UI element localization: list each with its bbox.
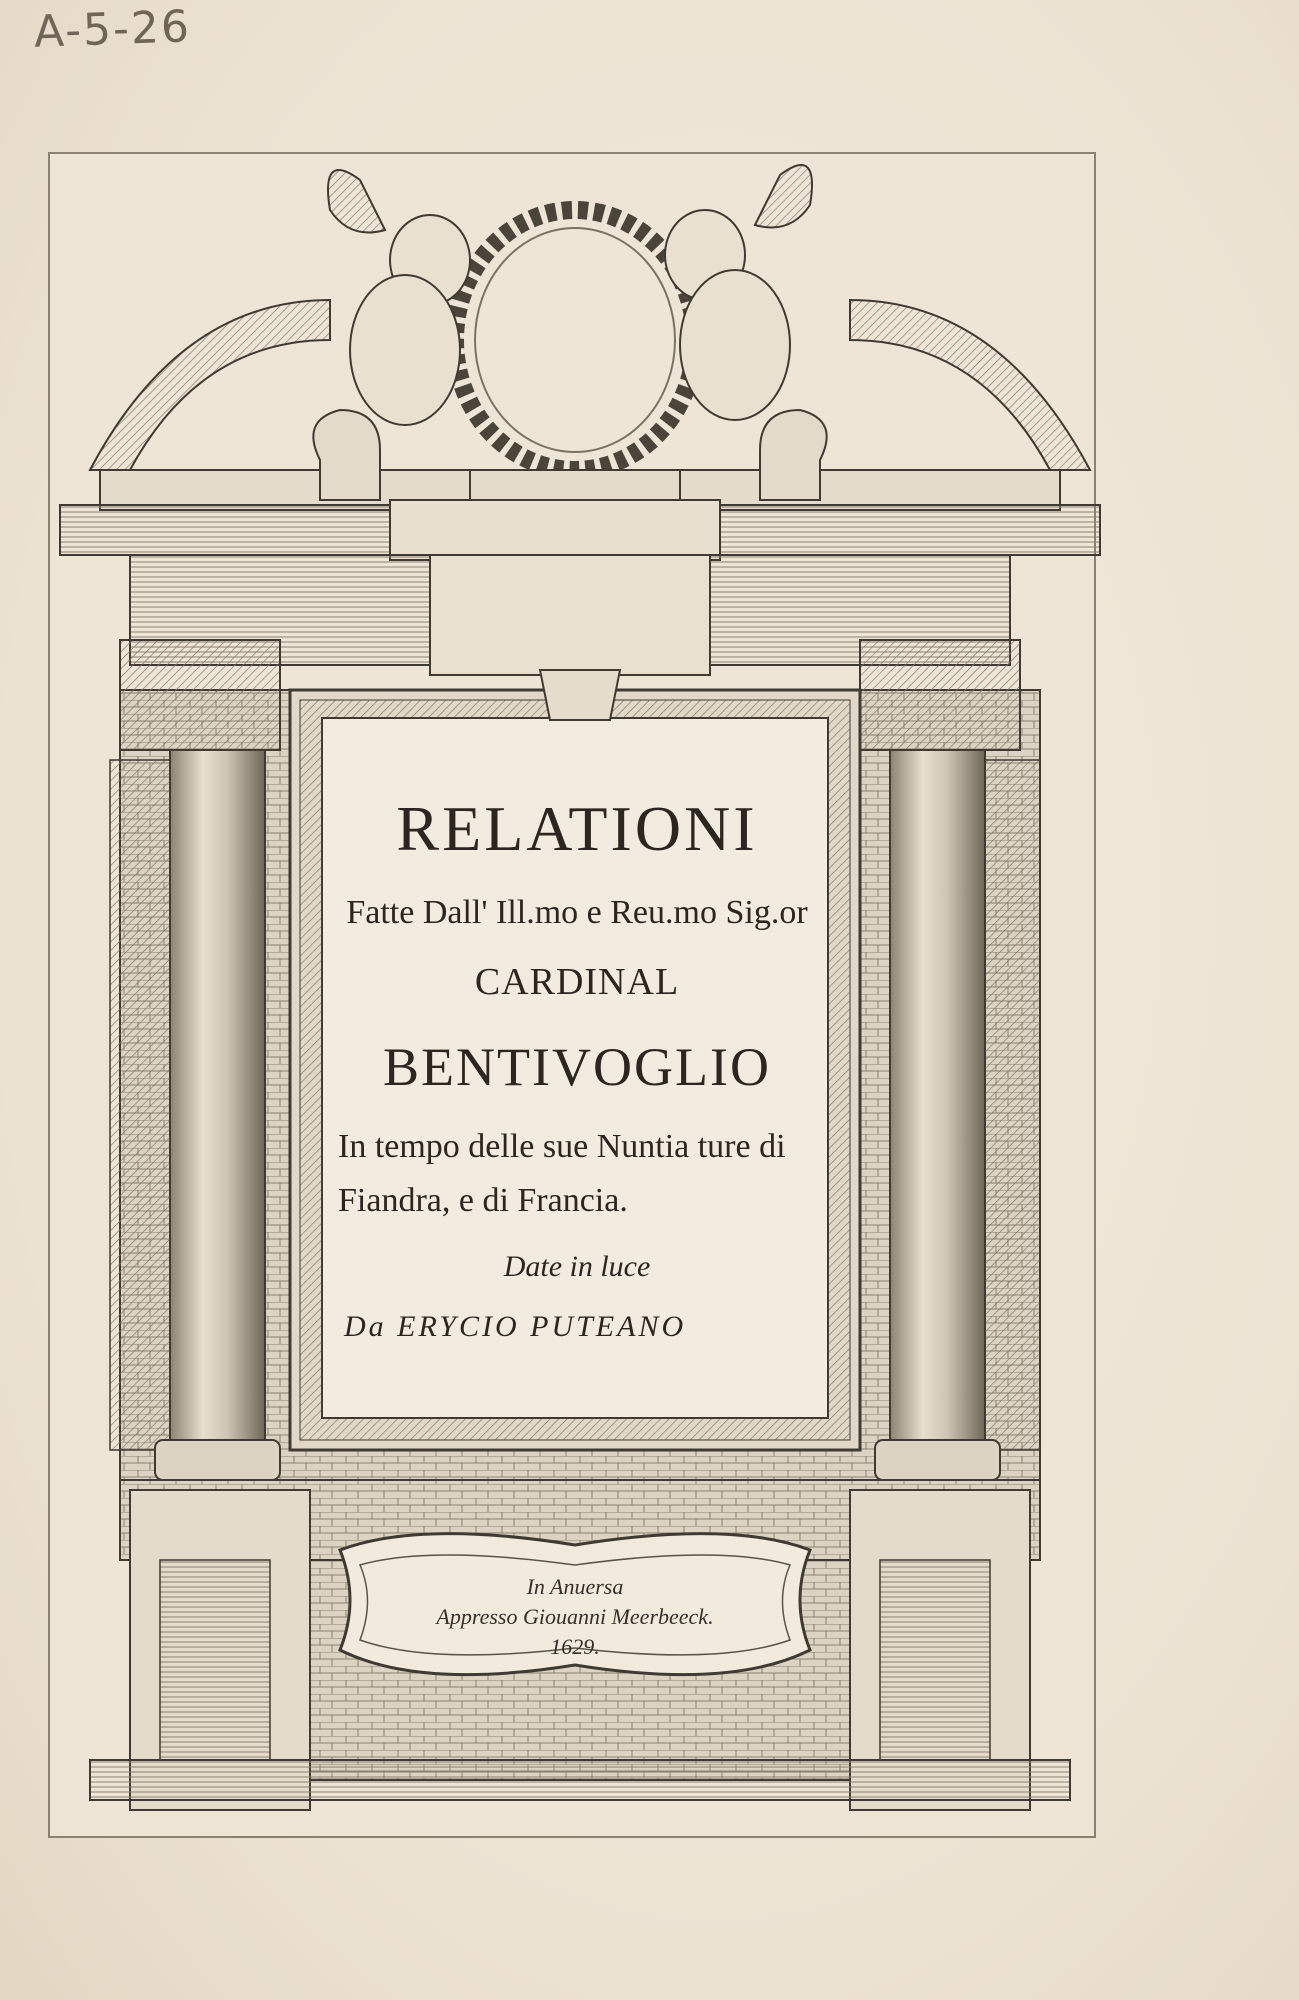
title-line-2: Fatte Dall' Ill.mo e Reu.mo Sig.or [346, 894, 808, 931]
title-line-6: Date in luce [503, 1250, 651, 1283]
imprint-cartouche-text [410, 1572, 740, 1662]
imprint-printer: Appresso Giouanni Meerbeeck. [436, 1604, 714, 1629]
title-author-name: BENTIVOGLIO [383, 1037, 771, 1097]
title-line-3: CARDINAL [474, 961, 680, 1003]
imprint-place: In Anuersa [526, 1574, 624, 1599]
title-main: RELATIONI [396, 793, 758, 864]
shelfmark-inscription: A-5-26 [33, 1, 192, 58]
imprint-year: 1629. [550, 1634, 600, 1659]
title-line-5: In tempo delle sue Nuntia ture di Fiandra, e di Francia. [338, 1128, 786, 1219]
title-panel [324, 720, 824, 1414]
title-editor: Da ERYCIO PUTEANO [344, 1310, 687, 1343]
